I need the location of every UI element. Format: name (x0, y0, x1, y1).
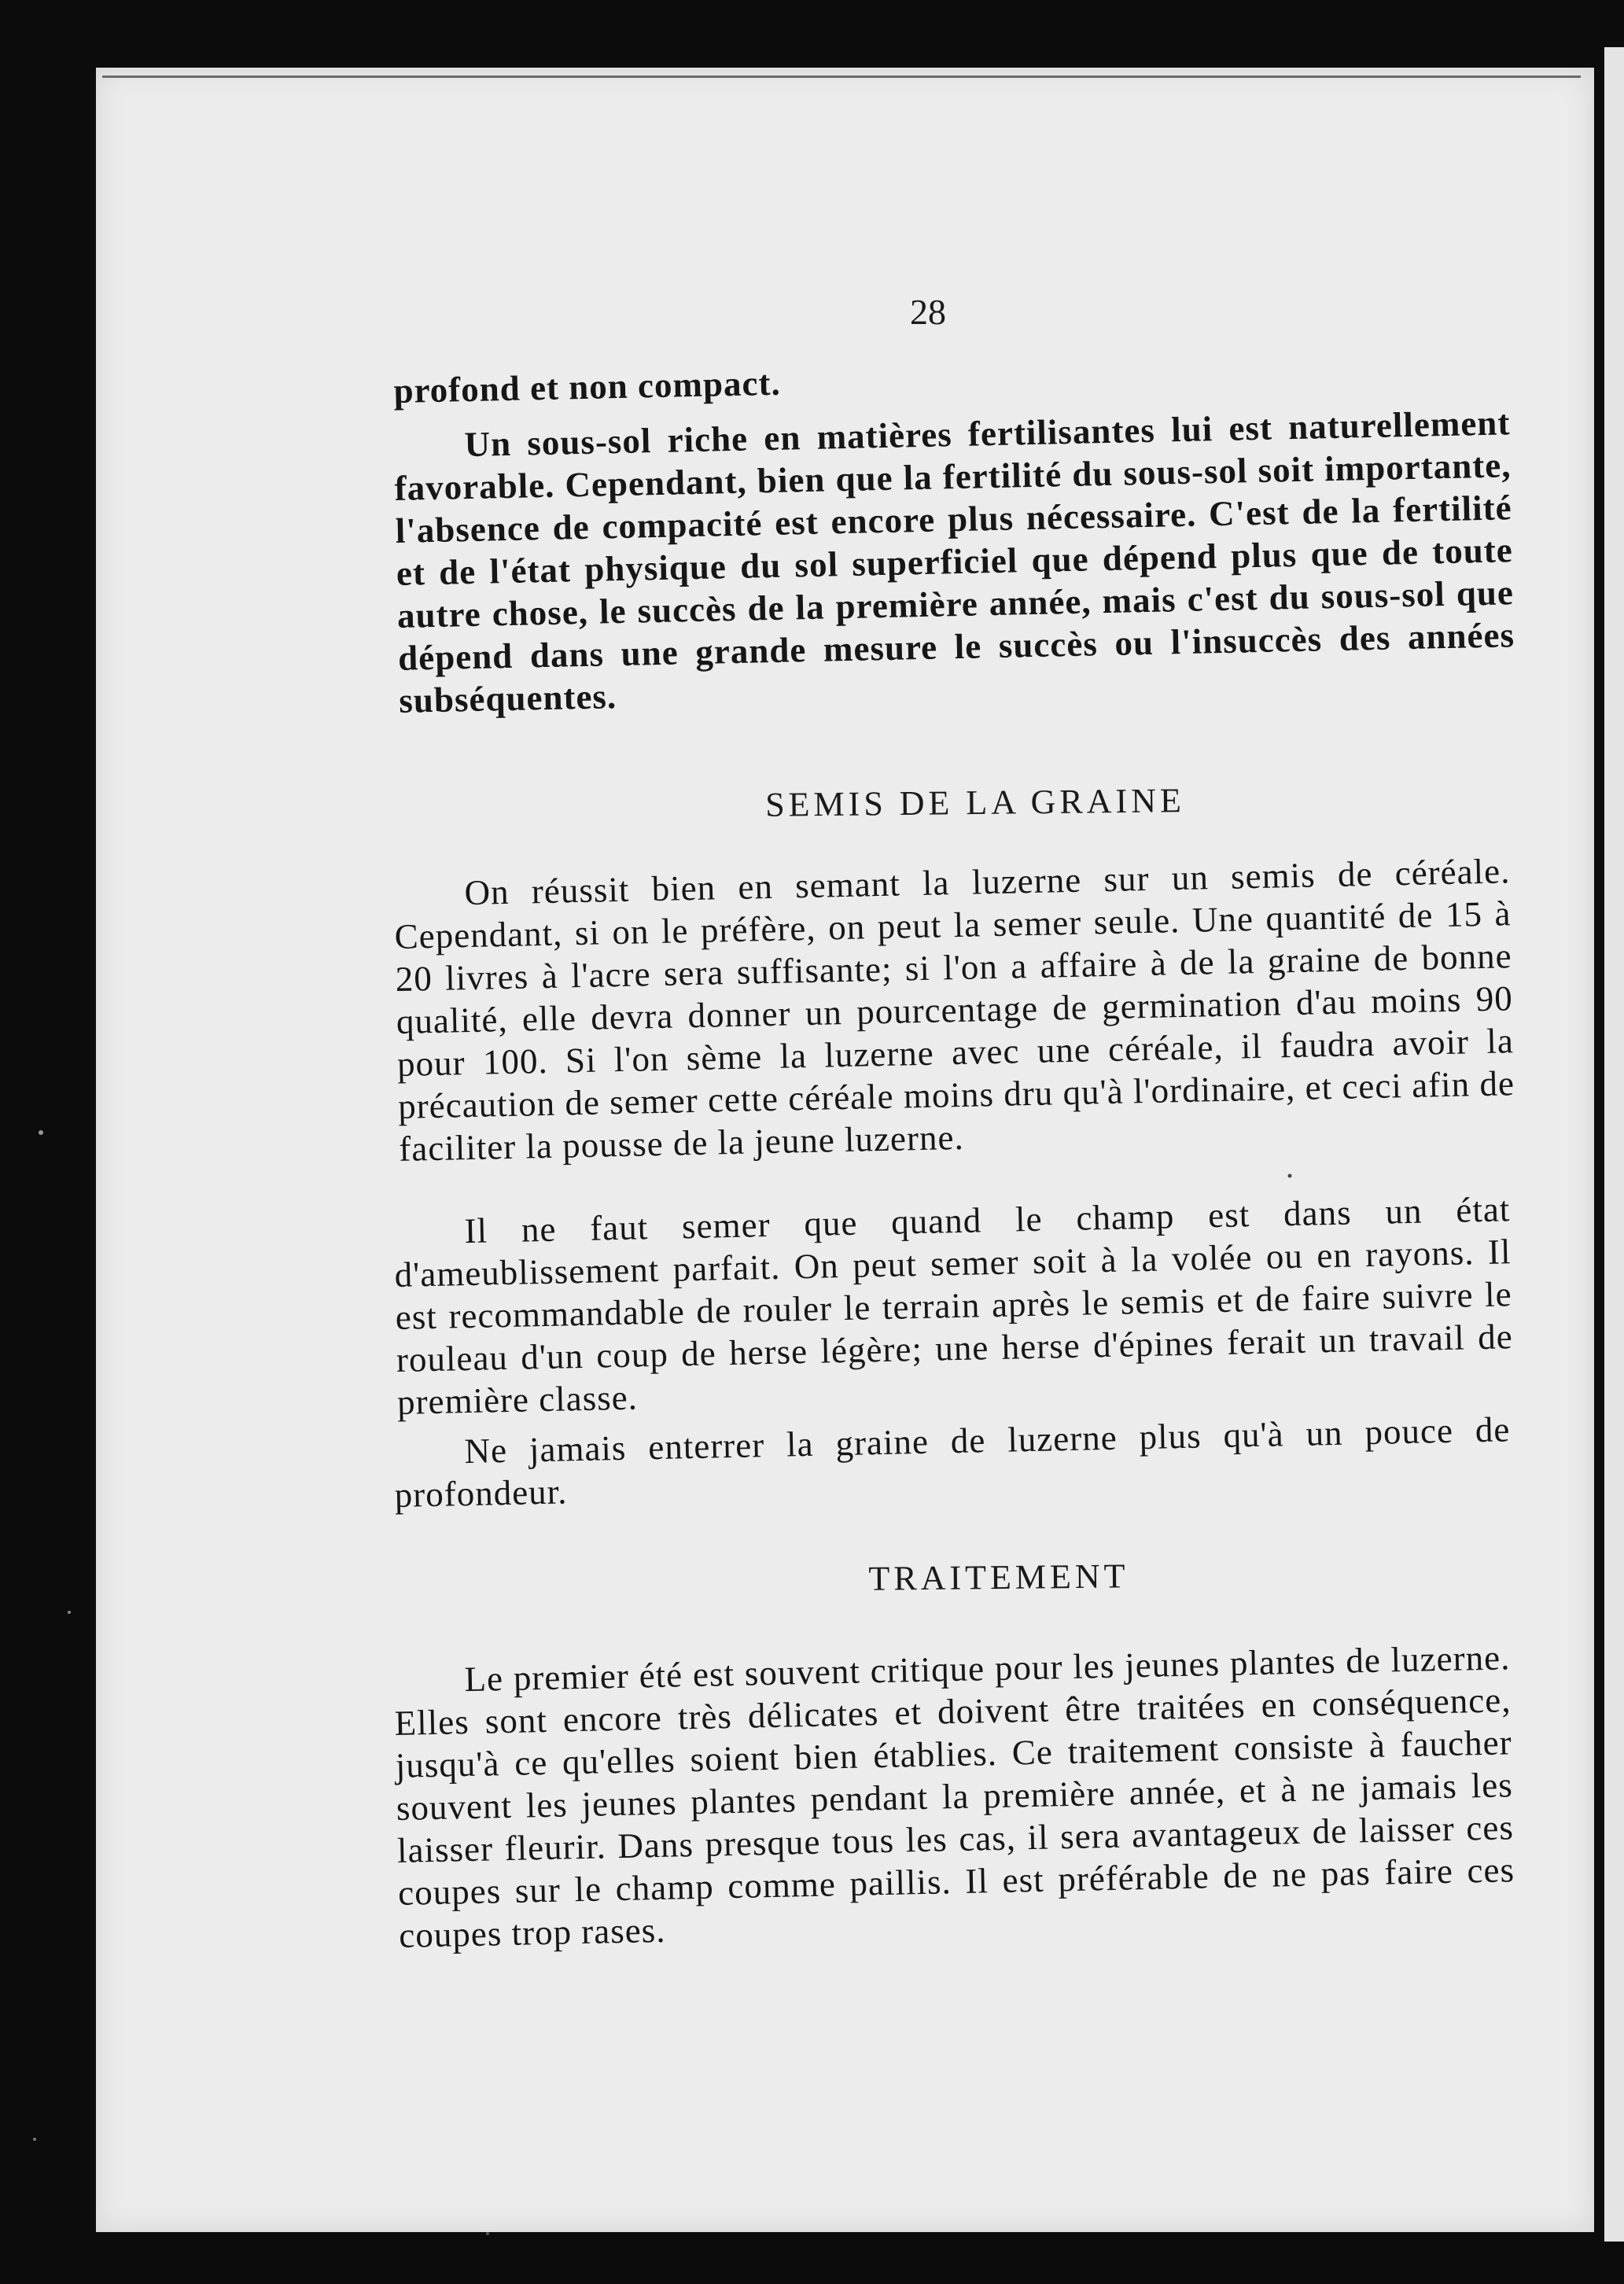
semis-paragraph-3: Ne jamais enterrer la graine de luzerne plus qu'à un pouce de profondeur. (394, 1409, 1511, 1515)
section-heading-semis: SEMIS DE LA GRAINE (764, 781, 1186, 824)
semis-paragraph-2: Il ne faut semer que quand le champ est dans un état d'ameublissement parfait. On peut semer soit à la volée ou en rayons. Il est recommandable de rouler le terrain après le semis et de faire suivre le rouleau d'un coup de herse légère; une herse d'épines ferait un travail de première classe. (394, 1189, 1514, 1422)
page-number: 28 (910, 292, 946, 332)
traitement-paragraph-1: Le premier été est souvent critique pour les jeunes plantes de luzerne. Elles sont encore très délicates et doivent être traitées en conséquence, jusqu'à ce qu'elles soient bien établies. Ce traitement consiste à faucher souvent les jeunes plantes pendant la première année, et à ne jamais les laisser fleurir. Dans presque tous les cas, il sera avantageux de laisser ces coupes sur le champ comme paillis. Il est préférable de ne pas faire ces coupes trop rases. (394, 1637, 1515, 1955)
intro-lead-text: profond et non compact. (393, 363, 782, 411)
semis-paragraph-1: On réussit bien en semant la luzerne sur un semis de céréale. Cependant, si on le préfère, on peut la semer seule. Une quantité de 15 à 20 livres à l'acre sera suffisante; si l'on a affaire à de la graine de bonne qualité, elle devra donner un pourcentage de germination d'au moins 90 pour 100. Si l'on sème la luzerne avec une céréale, il faudra avoir la précaution de semer cette céréale moins dru qu'à l'ordinaire, et ceci afin de faciliter la pousse de la jeune luzerne. (394, 851, 1515, 1169)
section-heading-traitement: TRAITEMENT (868, 1556, 1129, 1598)
intro-paragraph: Un sous-sol riche en matières fertilisantes lui est naturellement favorable. Cependant, bien que la fertilité du sous-sol soit importante, l'absence de compacité est encore plus nécessaire. C'est de la fertilité et de l'état physique du sol superficiel que dépend plus que de toute autre chose, le succès de la première année, mais c'est du sous-sol que dépend dans une grande mesure le succès ou l'insuccès des années subséquentes. (394, 403, 1515, 720)
